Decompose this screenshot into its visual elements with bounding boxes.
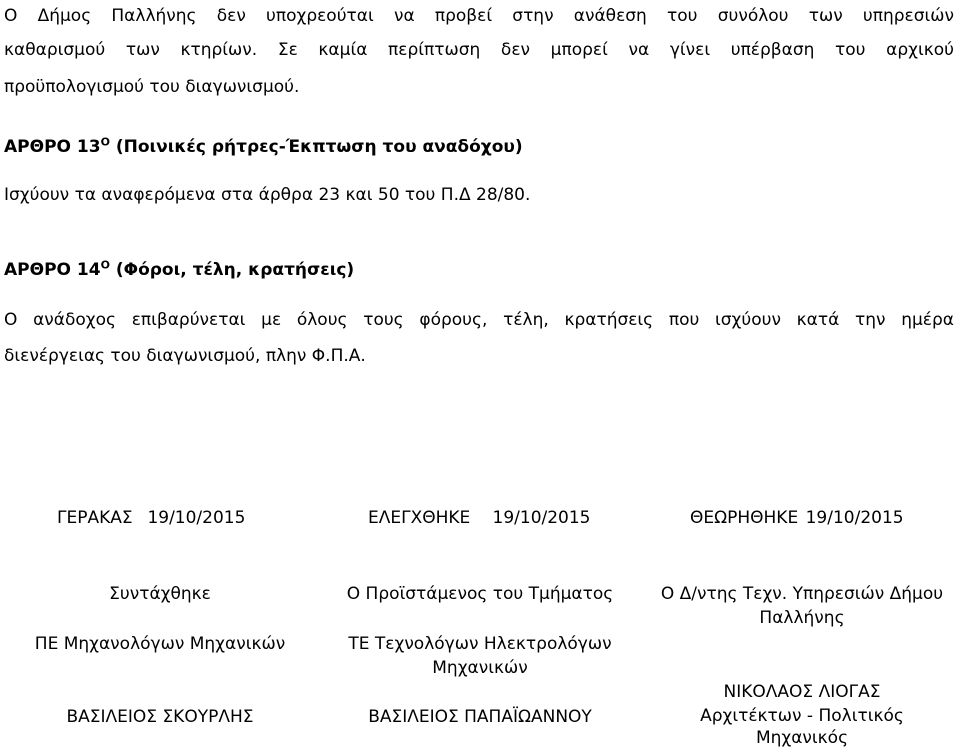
- approved-date: [690, 508, 904, 528]
- signature-col-3-title-line-1: Αρχιτέκτων - Πολιτικός: [700, 706, 904, 726]
- signature-col-2-role: Ο Προϊστάμενος του Τμήματος: [346, 584, 614, 604]
- intro-line-3: προϋπολογισμού του διαγωνισμού.: [4, 77, 300, 97]
- checked-label: ΕΛΕΓΧΘΗΚΕ: [368, 508, 471, 528]
- place-label: ΓΕΡΑΚΑΣ: [57, 508, 133, 528]
- signature-col-3-role-line-1: Ο Δ/ντης Τεχν. Υπηρεσιών Δήμου: [660, 584, 944, 604]
- place-date: [57, 508, 245, 528]
- place-date-value: 19/10/2015: [147, 508, 246, 528]
- checked-date: [368, 508, 591, 528]
- signature-col-1-title: ΠΕ Μηχανολόγων Μηχανικών: [34, 634, 286, 654]
- article-14-heading-prefix: ΑΡΘΡΟ 14: [4, 260, 101, 280]
- signature-col-1-name: ΒΑΣΙΛΕΙΟΣ ΣΚΟΥΡΛΗΣ: [66, 707, 254, 727]
- article-13-text: Ισχύουν τα αναφερόμενα στα άρθρα 23 και 50 του Π.Δ 28/80.: [4, 185, 531, 205]
- intro-line-1: Ο Δήμος Παλλήνης δεν υποχρεούται να προβεί στην ανάθεση του συνόλου των υπηρεσιών: [4, 6, 954, 26]
- signature-col-2-title-line-2: Μηχανικών: [432, 658, 528, 678]
- signature-col-3-name: ΝΙΚΟΛΑΟΣ ΛΙΟΓΑΣ: [723, 682, 881, 702]
- approved-label: ΘΕΩΡΗΘΗΚΕ: [690, 508, 799, 528]
- signature-col-1-role: Συντάχθηκε: [109, 584, 211, 604]
- article-14-heading-sup: Ο: [100, 258, 110, 272]
- signature-col-2-name: ΒΑΣΙΛΕΙΟΣ ΠΑΠΑΪΩΑΝΝΟΥ: [368, 707, 592, 727]
- signature-col-2-title-line-1: ΤΕ Τεχνολόγων Ηλεκτρολόγων: [348, 634, 612, 654]
- approved-date-value: 19/10/2015: [805, 508, 904, 528]
- article-13-heading-title: (Ποινικές ρήτρες-Έκπτωση του αναδόχου): [115, 137, 523, 157]
- article-13-heading: [4, 137, 523, 157]
- signature-col-3-title-line-2: Μηχανικός: [755, 728, 849, 748]
- article-13-heading-prefix: ΑΡΘΡΟ 13: [4, 137, 101, 157]
- intro-line-2: καθαρισμού των κτηρίων. Σε καμία περίπτωση δεν μπορεί να γίνει υπέρβαση του αρχικού: [4, 40, 954, 60]
- article-14-line-2: διενέργειας του διαγωνισμού, πλην Φ.Π.Α.: [4, 346, 366, 366]
- article-13-heading-sup: Ο: [100, 135, 110, 149]
- article-14-heading-title: (Φόροι, τέλη, κρατήσεις): [115, 260, 355, 280]
- article-14-heading: [4, 260, 354, 280]
- checked-date-value: 19/10/2015: [492, 508, 591, 528]
- signature-col-3-role-line-2: Παλλήνης: [759, 608, 845, 628]
- article-14-line-1: Ο ανάδοχος επιβαρύνεται με όλους τους φόρους, τέλη, κρατήσεις που ισχύουν κατά την ημέρα: [4, 310, 954, 330]
